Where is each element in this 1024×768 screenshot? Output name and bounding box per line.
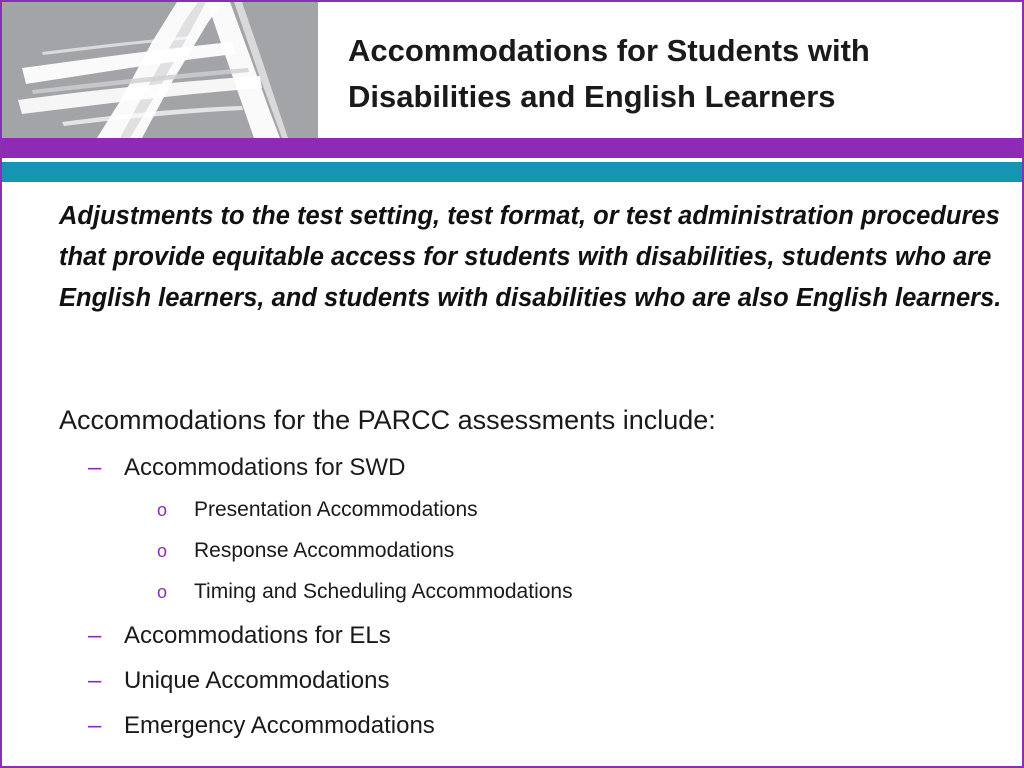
definition-paragraph: Adjustments to the test setting, test format, or test administration procedures that provide equitable access for students with disabilities, students who are English learners, and students with disabilities who are also English learners.	[59, 202, 1002, 312]
list-item-label: Accommodations for SWD	[124, 454, 406, 481]
dash-bullet-icon: –	[88, 622, 102, 649]
list-item-label: Emergency Accommodations	[124, 712, 435, 739]
dash-bullet-icon: –	[88, 712, 102, 739]
sub-list-item-label: Response Accommodations	[194, 539, 455, 562]
sub-list-item-label: Presentation Accommodations	[194, 498, 478, 521]
purple-divider-band	[2, 138, 1024, 158]
sub-list-item-response	[157, 535, 454, 567]
list-item-emergency	[88, 708, 435, 744]
circle-bullet-icon: o	[157, 582, 168, 602]
title-line-1: Accommodations for Students with	[348, 33, 870, 68]
stylized-letter-a-logo-icon	[2, 2, 318, 138]
circle-bullet-icon: o	[157, 500, 168, 520]
list-item-unique	[88, 663, 389, 699]
dash-bullet-icon: –	[88, 667, 102, 694]
title-line-2: Disabilities and English Learners	[348, 79, 836, 114]
intro-text: Accommodations for the PARCC assessments include:	[59, 405, 716, 435]
page-title	[348, 28, 1008, 120]
teal-divider-band	[2, 162, 1024, 182]
logo	[2, 2, 318, 138]
list-item-label: Unique Accommodations	[124, 667, 390, 694]
circle-bullet-icon: o	[157, 541, 168, 561]
list-item-els	[88, 618, 391, 654]
list-item-label: Accommodations for ELs	[124, 622, 391, 649]
sub-list-item-label: Timing and Scheduling Accommodations	[194, 580, 573, 603]
dash-bullet-icon: –	[88, 454, 102, 481]
list-item-swd	[88, 450, 405, 486]
sub-list-item-presentation	[157, 494, 478, 526]
sub-list-item-timing	[157, 576, 573, 608]
